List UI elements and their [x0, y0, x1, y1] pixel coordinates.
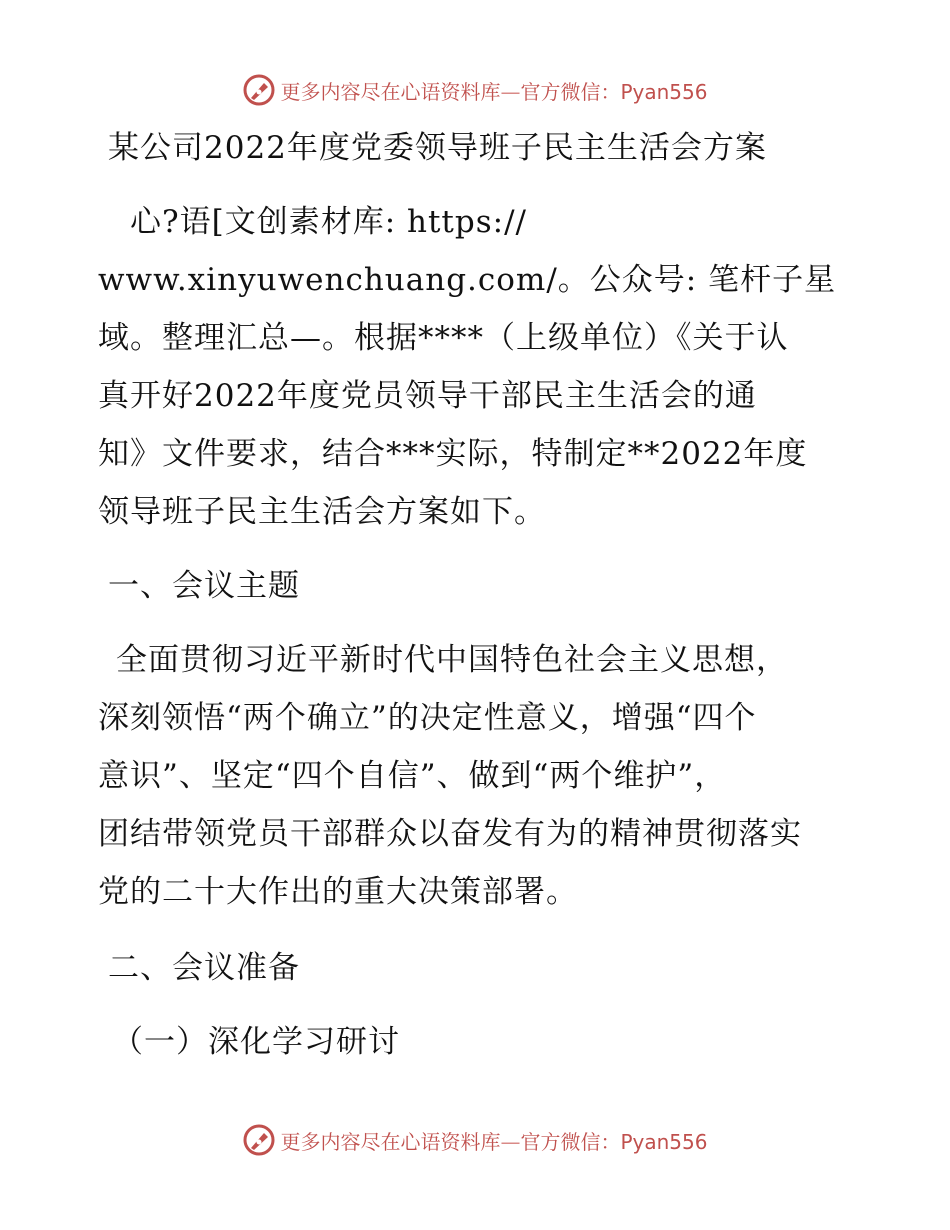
intro-line-6: 领导班子民主生活会方案如下。 — [98, 494, 546, 530]
pen-nib-logo-icon — [242, 73, 276, 107]
watermark-text: 更多内容尽在心语资料库—官方微信：Pyan556 — [280, 79, 708, 104]
watermark-banner-bottom — [0, 1120, 950, 1160]
intro-line-5: 知》文件要求，结合***实际，特制定**2022年度 — [98, 436, 808, 472]
intro-line-4: 真开好2022年度党员领导干部民主生活会的通 — [98, 378, 757, 414]
pen-nib-logo-icon — [242, 1123, 276, 1157]
section-heading-preparation: 二、会议准备 — [108, 950, 300, 986]
theme-line-1: 全面贯彻习近平新时代中国特色社会主义思想， — [116, 642, 788, 678]
document-title: 某公司2022年度党委领导班子民主生活会方案 — [108, 130, 767, 166]
intro-line-1: 心?语[文创素材库: https:// — [130, 204, 527, 240]
theme-line-5: 党的二十大作出的重大决策部署。 — [98, 874, 578, 910]
theme-line-2: 深刻领悟“两个确立”的决定性意义，增强“四个 — [98, 700, 757, 736]
theme-line-3: 意识”、坚定“四个自信”、做到“两个维护”， — [98, 758, 727, 794]
watermark-banner-top — [0, 70, 950, 110]
watermark-text: 更多内容尽在心语资料库—官方微信：Pyan556 — [280, 1129, 708, 1154]
section-heading-theme: 一、会议主题 — [108, 568, 300, 604]
theme-line-4: 团结带领党员干部群众以奋发有为的精神贯彻落实 — [98, 816, 802, 852]
subsection-heading-study: （一）深化学习研讨 — [112, 1024, 400, 1060]
intro-line-2: www.xinyuwenchuang.com/。公众号: 笔杆子星 — [98, 262, 837, 298]
intro-line-3: 域。整理汇总—。根据****（上级单位）《关于认 — [98, 320, 789, 356]
